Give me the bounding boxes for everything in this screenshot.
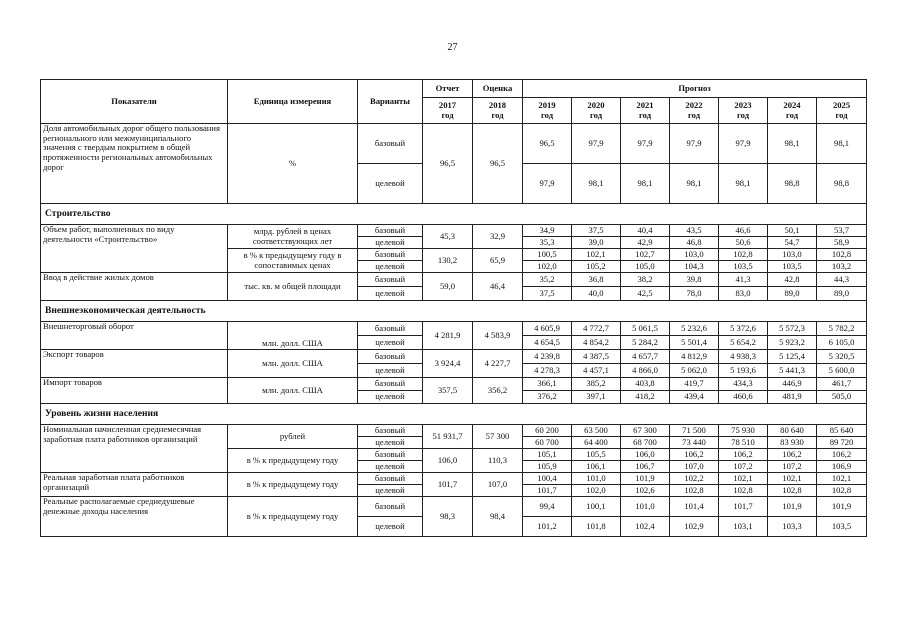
estimate-value: 98,4 <box>473 497 523 537</box>
table-row <box>41 225 867 237</box>
forecast-value: 434,3 <box>719 378 768 391</box>
variant-cell: базовый <box>358 425 423 437</box>
forecast-value: 4 239,8 <box>523 350 572 364</box>
unit-cell: млн. долл. США <box>228 350 358 378</box>
estimate-value: 110,3 <box>473 449 523 473</box>
forecast-value: 85 640 <box>817 425 867 437</box>
forecast-value: 446,9 <box>768 378 817 391</box>
forecast-value: 54,7 <box>768 237 817 249</box>
forecast-value: 98,1 <box>768 124 817 164</box>
forecast-value: 44,3 <box>817 273 867 287</box>
forecast-value: 103,5 <box>719 261 768 273</box>
forecast-value: 102,1 <box>719 473 768 485</box>
forecast-value: 419,7 <box>670 378 719 391</box>
forecast-value: 97,9 <box>621 124 670 164</box>
col-header-estimate: Оценка <box>473 80 523 98</box>
indicator-name: Реальная заработная плата работников организаций <box>41 473 228 497</box>
forecast-value: 101,7 <box>523 485 572 497</box>
indicator-name: Экспорт товаров <box>41 350 228 378</box>
year-forecast: 2021 год <box>621 98 670 124</box>
variant-cell: целевой <box>358 391 423 404</box>
forecast-value: 376,2 <box>523 391 572 404</box>
report-value: 357,5 <box>423 378 473 404</box>
estimate-value: 57 300 <box>473 425 523 449</box>
variant-cell: базовый <box>358 497 423 517</box>
estimate-value: 96,5 <box>473 124 523 204</box>
col-header-variants: Варианты <box>358 80 423 124</box>
forecast-value: 5 923,2 <box>768 336 817 350</box>
forecast-value: 397,1 <box>572 391 621 404</box>
forecast-value: 78 510 <box>719 437 768 449</box>
forecast-value: 68 700 <box>621 437 670 449</box>
variant-cell: целевой <box>358 485 423 497</box>
section-title: Внешнеэкономическая деятельность <box>41 301 867 322</box>
unit-cell: % <box>228 124 358 204</box>
forecast-value: 5 441,3 <box>768 364 817 378</box>
forecast-value: 5 232,6 <box>670 322 719 336</box>
forecast-value: 60 200 <box>523 425 572 437</box>
forecast-value: 100,5 <box>523 249 572 261</box>
year-report: 2017 год <box>423 98 473 124</box>
forecast-value: 41,3 <box>719 273 768 287</box>
forecast-value: 89,0 <box>768 287 817 301</box>
forecast-value: 98,1 <box>670 164 719 204</box>
year-forecast: 2019 год <box>523 98 572 124</box>
report-value: 3 924,4 <box>423 350 473 378</box>
estimate-value: 4 227,7 <box>473 350 523 378</box>
variant-cell: базовый <box>358 225 423 237</box>
forecast-value: 105,1 <box>523 449 572 461</box>
section-header <box>41 204 867 225</box>
report-value: 4 281,9 <box>423 322 473 350</box>
variant-cell: базовый <box>358 249 423 261</box>
forecast-value: 73 440 <box>670 437 719 449</box>
forecast-value: 64 400 <box>572 437 621 449</box>
forecast-value: 53,7 <box>817 225 867 237</box>
year-forecast: 2020 год <box>572 98 621 124</box>
forecast-value: 4 812,9 <box>670 350 719 364</box>
forecast-value: 5 782,2 <box>817 322 867 336</box>
indicator-name: Объем работ, выполненных по виду деятельности «Строительство» <box>41 225 228 273</box>
forecast-value: 102,8 <box>768 485 817 497</box>
col-header-report: Отчет <box>423 80 473 98</box>
forecast-value: 100,4 <box>523 473 572 485</box>
forecast-value: 102,8 <box>817 485 867 497</box>
forecast-value: 99,4 <box>523 497 572 517</box>
year-forecast: 2023 год <box>719 98 768 124</box>
forecast-value: 4 938,3 <box>719 350 768 364</box>
col-header-indicators: Показатели <box>41 80 228 124</box>
year-forecast: 2022 год <box>670 98 719 124</box>
variant-cell: целевой <box>358 336 423 350</box>
unit-cell: млн. долл. США <box>228 378 358 404</box>
forecast-value: 102,8 <box>719 249 768 261</box>
forecast-value: 102,4 <box>621 517 670 537</box>
forecast-value: 103,0 <box>768 249 817 261</box>
forecast-value: 97,9 <box>572 124 621 164</box>
forecast-value: 100,1 <box>572 497 621 517</box>
forecast-value: 103,3 <box>768 517 817 537</box>
forecast-value: 106,7 <box>621 461 670 473</box>
estimate-value: 4 583,9 <box>473 322 523 350</box>
forecast-value: 63 500 <box>572 425 621 437</box>
section-title: Строительство <box>41 204 867 225</box>
forecast-value: 105,9 <box>523 461 572 473</box>
forecast-value: 106,2 <box>719 449 768 461</box>
estimate-value: 46,4 <box>473 273 523 301</box>
estimate-value: 356,2 <box>473 378 523 404</box>
indicator-name: Ввод в действие жилых домов <box>41 273 228 301</box>
forecast-value: 460,6 <box>719 391 768 404</box>
forecast-value: 46,6 <box>719 225 768 237</box>
col-header-forecast: Прогноз <box>523 80 867 98</box>
forecast-value: 101,7 <box>719 497 768 517</box>
unit-cell: млрд. рублей в ценах соответствующих лет <box>228 225 358 249</box>
unit-cell: в % к предыдущему году <box>228 473 358 497</box>
variant-cell: целевой <box>358 517 423 537</box>
forecast-value: 4 657,7 <box>621 350 670 364</box>
section-header <box>41 404 867 425</box>
estimate-value: 65,9 <box>473 249 523 273</box>
forecast-value: 67 300 <box>621 425 670 437</box>
forecast-value: 4 605,9 <box>523 322 572 336</box>
variant-cell: базовый <box>358 322 423 336</box>
forecast-value: 5 501,4 <box>670 336 719 350</box>
table-row <box>41 322 867 336</box>
forecast-value: 102,2 <box>670 473 719 485</box>
forecast-value: 5 193,6 <box>719 364 768 378</box>
forecast-value: 106,1 <box>572 461 621 473</box>
forecast-value: 101,4 <box>670 497 719 517</box>
forecast-value: 107,0 <box>670 461 719 473</box>
forecast-value: 98,1 <box>817 124 867 164</box>
forecast-value: 98,1 <box>621 164 670 204</box>
forecast-value: 98,1 <box>719 164 768 204</box>
forecast-value: 97,9 <box>523 164 572 204</box>
variant-cell: целевой <box>358 437 423 449</box>
forecast-value: 46,8 <box>670 237 719 249</box>
table-row <box>41 350 867 364</box>
variant-cell: целевой <box>358 287 423 301</box>
report-value: 59,0 <box>423 273 473 301</box>
forecast-value: 106,2 <box>817 449 867 461</box>
unit-cell: в % к предыдущему году <box>228 497 358 537</box>
forecast-value: 103,5 <box>817 517 867 537</box>
forecast-value: 102,1 <box>572 249 621 261</box>
forecast-value: 4 278,3 <box>523 364 572 378</box>
forecast-value: 71 500 <box>670 425 719 437</box>
forecast-value: 105,2 <box>572 261 621 273</box>
report-value: 51 931,7 <box>423 425 473 449</box>
forecast-value: 103,0 <box>670 249 719 261</box>
forecast-value: 83,0 <box>719 287 768 301</box>
forecast-value: 36,8 <box>572 273 621 287</box>
forecast-value: 104,3 <box>670 261 719 273</box>
forecast-value: 35,2 <box>523 273 572 287</box>
forecast-value: 101,9 <box>621 473 670 485</box>
forecast-value: 5 372,6 <box>719 322 768 336</box>
unit-cell: млн. долл. США <box>228 322 358 350</box>
forecast-value: 60 700 <box>523 437 572 449</box>
forecast-value: 102,8 <box>817 249 867 261</box>
forecast-value: 96,5 <box>523 124 572 164</box>
table-row <box>41 273 867 287</box>
forecast-value: 37,5 <box>572 225 621 237</box>
page-number: 27 <box>447 42 458 53</box>
forecast-value: 40,4 <box>621 225 670 237</box>
forecast-value: 5 125,4 <box>768 350 817 364</box>
forecast-value: 505,0 <box>817 391 867 404</box>
forecast-value: 101,2 <box>523 517 572 537</box>
indicator-name: Реальные располагаемые среднедушевые денежные доходы населения <box>41 497 228 537</box>
forecast-value: 39,0 <box>572 237 621 249</box>
forecast-value: 5 061,5 <box>621 322 670 336</box>
forecast-value: 105,0 <box>621 261 670 273</box>
variant-cell: базовый <box>358 124 423 164</box>
forecast-value: 102,9 <box>670 517 719 537</box>
report-value: 96,5 <box>423 124 473 204</box>
unit-cell: рублей <box>228 425 358 449</box>
forecast-value: 80 640 <box>768 425 817 437</box>
forecast-value: 101,8 <box>572 517 621 537</box>
forecast-value: 78,0 <box>670 287 719 301</box>
report-value: 45,3 <box>423 225 473 249</box>
forecast-value: 105,5 <box>572 449 621 461</box>
forecast-value: 5 320,5 <box>817 350 867 364</box>
forecast-value: 97,9 <box>670 124 719 164</box>
indicator-name: Внешнеторговый оборот <box>41 322 228 350</box>
table-row <box>41 425 867 437</box>
estimate-value: 107,0 <box>473 473 523 497</box>
forecast-value: 101,9 <box>817 497 867 517</box>
forecast-value: 83 930 <box>768 437 817 449</box>
variant-cell: целевой <box>358 461 423 473</box>
forecast-value: 4 854,2 <box>572 336 621 350</box>
variant-cell: базовый <box>358 273 423 287</box>
forecast-value: 102,8 <box>670 485 719 497</box>
forecast-value: 461,7 <box>817 378 867 391</box>
unit-cell: в % к предыдущему году в сопоставимых ценах <box>228 249 358 273</box>
forecast-value: 5 600,0 <box>817 364 867 378</box>
variant-cell: целевой <box>358 164 423 204</box>
forecast-value: 98,1 <box>572 164 621 204</box>
forecast-value: 103,1 <box>719 517 768 537</box>
variant-cell: целевой <box>358 237 423 249</box>
forecast-value: 4 457,1 <box>572 364 621 378</box>
forecast-value: 75 930 <box>719 425 768 437</box>
forecast-value: 106,2 <box>670 449 719 461</box>
forecast-value: 42,5 <box>621 287 670 301</box>
forecast-value: 4 772,7 <box>572 322 621 336</box>
forecast-value: 4 387,5 <box>572 350 621 364</box>
forecast-value: 385,2 <box>572 378 621 391</box>
forecast-value: 34,9 <box>523 225 572 237</box>
forecast-value: 5 284,2 <box>621 336 670 350</box>
table-row <box>41 124 867 164</box>
forecast-value: 102,6 <box>621 485 670 497</box>
forecast-value: 481,9 <box>768 391 817 404</box>
forecast-value: 106,2 <box>768 449 817 461</box>
forecast-value: 103,5 <box>768 261 817 273</box>
variant-cell: базовый <box>358 378 423 391</box>
report-value: 106,0 <box>423 449 473 473</box>
forecast-value: 35,3 <box>523 237 572 249</box>
forecast-value: 101,9 <box>768 497 817 517</box>
forecast-value: 102,8 <box>719 485 768 497</box>
forecast-value: 106,0 <box>621 449 670 461</box>
indicator-name: Импорт товаров <box>41 378 228 404</box>
report-value: 130,2 <box>423 249 473 273</box>
col-header-unit: Единица измерения <box>228 80 358 124</box>
report-value: 101,7 <box>423 473 473 497</box>
variant-cell: базовый <box>358 449 423 461</box>
section-title: Уровень жизни населения <box>41 404 867 425</box>
forecast-value: 40,0 <box>572 287 621 301</box>
forecast-value: 50,6 <box>719 237 768 249</box>
forecast-value: 439,4 <box>670 391 719 404</box>
forecast-value: 6 105,0 <box>817 336 867 350</box>
forecast-value: 102,1 <box>817 473 867 485</box>
forecast-value: 403,8 <box>621 378 670 391</box>
forecast-value: 102,1 <box>768 473 817 485</box>
forecast-value: 42,9 <box>621 237 670 249</box>
forecast-value: 102,0 <box>523 261 572 273</box>
indicator-name: Доля автомобильных дорог общего пользования регионального или межмуниципального значения с твердым покрытием в общей протяженности региональных автомобильных дорог <box>41 124 228 204</box>
year-forecast: 2024 год <box>768 98 817 124</box>
report-value: 98,3 <box>423 497 473 537</box>
forecast-value: 102,0 <box>572 485 621 497</box>
variant-cell: базовый <box>358 473 423 485</box>
forecast-value: 4 654,5 <box>523 336 572 350</box>
forecast-value: 5 062,0 <box>670 364 719 378</box>
forecast-value: 89 720 <box>817 437 867 449</box>
forecast-value: 39,8 <box>670 273 719 287</box>
indicator-name: Номинальная начисленная среднемесячная заработная плата работников организаций <box>41 425 228 473</box>
forecast-value: 98,8 <box>817 164 867 204</box>
table-row <box>41 497 867 517</box>
forecast-value: 58,9 <box>817 237 867 249</box>
forecast-value: 97,9 <box>719 124 768 164</box>
forecast-value: 106,9 <box>817 461 867 473</box>
variant-cell: базовый <box>358 350 423 364</box>
forecast-value: 103,2 <box>817 261 867 273</box>
forecast-value: 366,1 <box>523 378 572 391</box>
forecast-value: 107,2 <box>768 461 817 473</box>
variant-cell: целевой <box>358 364 423 378</box>
forecast-value: 43,5 <box>670 225 719 237</box>
forecast-value: 101,0 <box>621 497 670 517</box>
forecast-value: 89,0 <box>817 287 867 301</box>
forecast-value: 107,2 <box>719 461 768 473</box>
forecast-value: 50,1 <box>768 225 817 237</box>
variant-cell: целевой <box>358 261 423 273</box>
forecast-value: 418,2 <box>621 391 670 404</box>
year-estimate: 2018 год <box>473 98 523 124</box>
year-forecast: 2025 год <box>817 98 867 124</box>
forecast-value: 5 572,3 <box>768 322 817 336</box>
table-row <box>41 473 867 485</box>
forecast-value: 5 654,2 <box>719 336 768 350</box>
unit-cell: тыс. кв. м общей площади <box>228 273 358 301</box>
forecast-table <box>40 79 867 537</box>
forecast-value: 37,5 <box>523 287 572 301</box>
forecast-value: 4 866,0 <box>621 364 670 378</box>
section-header <box>41 301 867 322</box>
forecast-value: 38,2 <box>621 273 670 287</box>
estimate-value: 32,9 <box>473 225 523 249</box>
forecast-value: 102,7 <box>621 249 670 261</box>
unit-cell: в % к предыдущему году <box>228 449 358 473</box>
forecast-value: 101,0 <box>572 473 621 485</box>
table-row <box>41 378 867 391</box>
forecast-value: 98,8 <box>768 164 817 204</box>
forecast-value: 42,8 <box>768 273 817 287</box>
